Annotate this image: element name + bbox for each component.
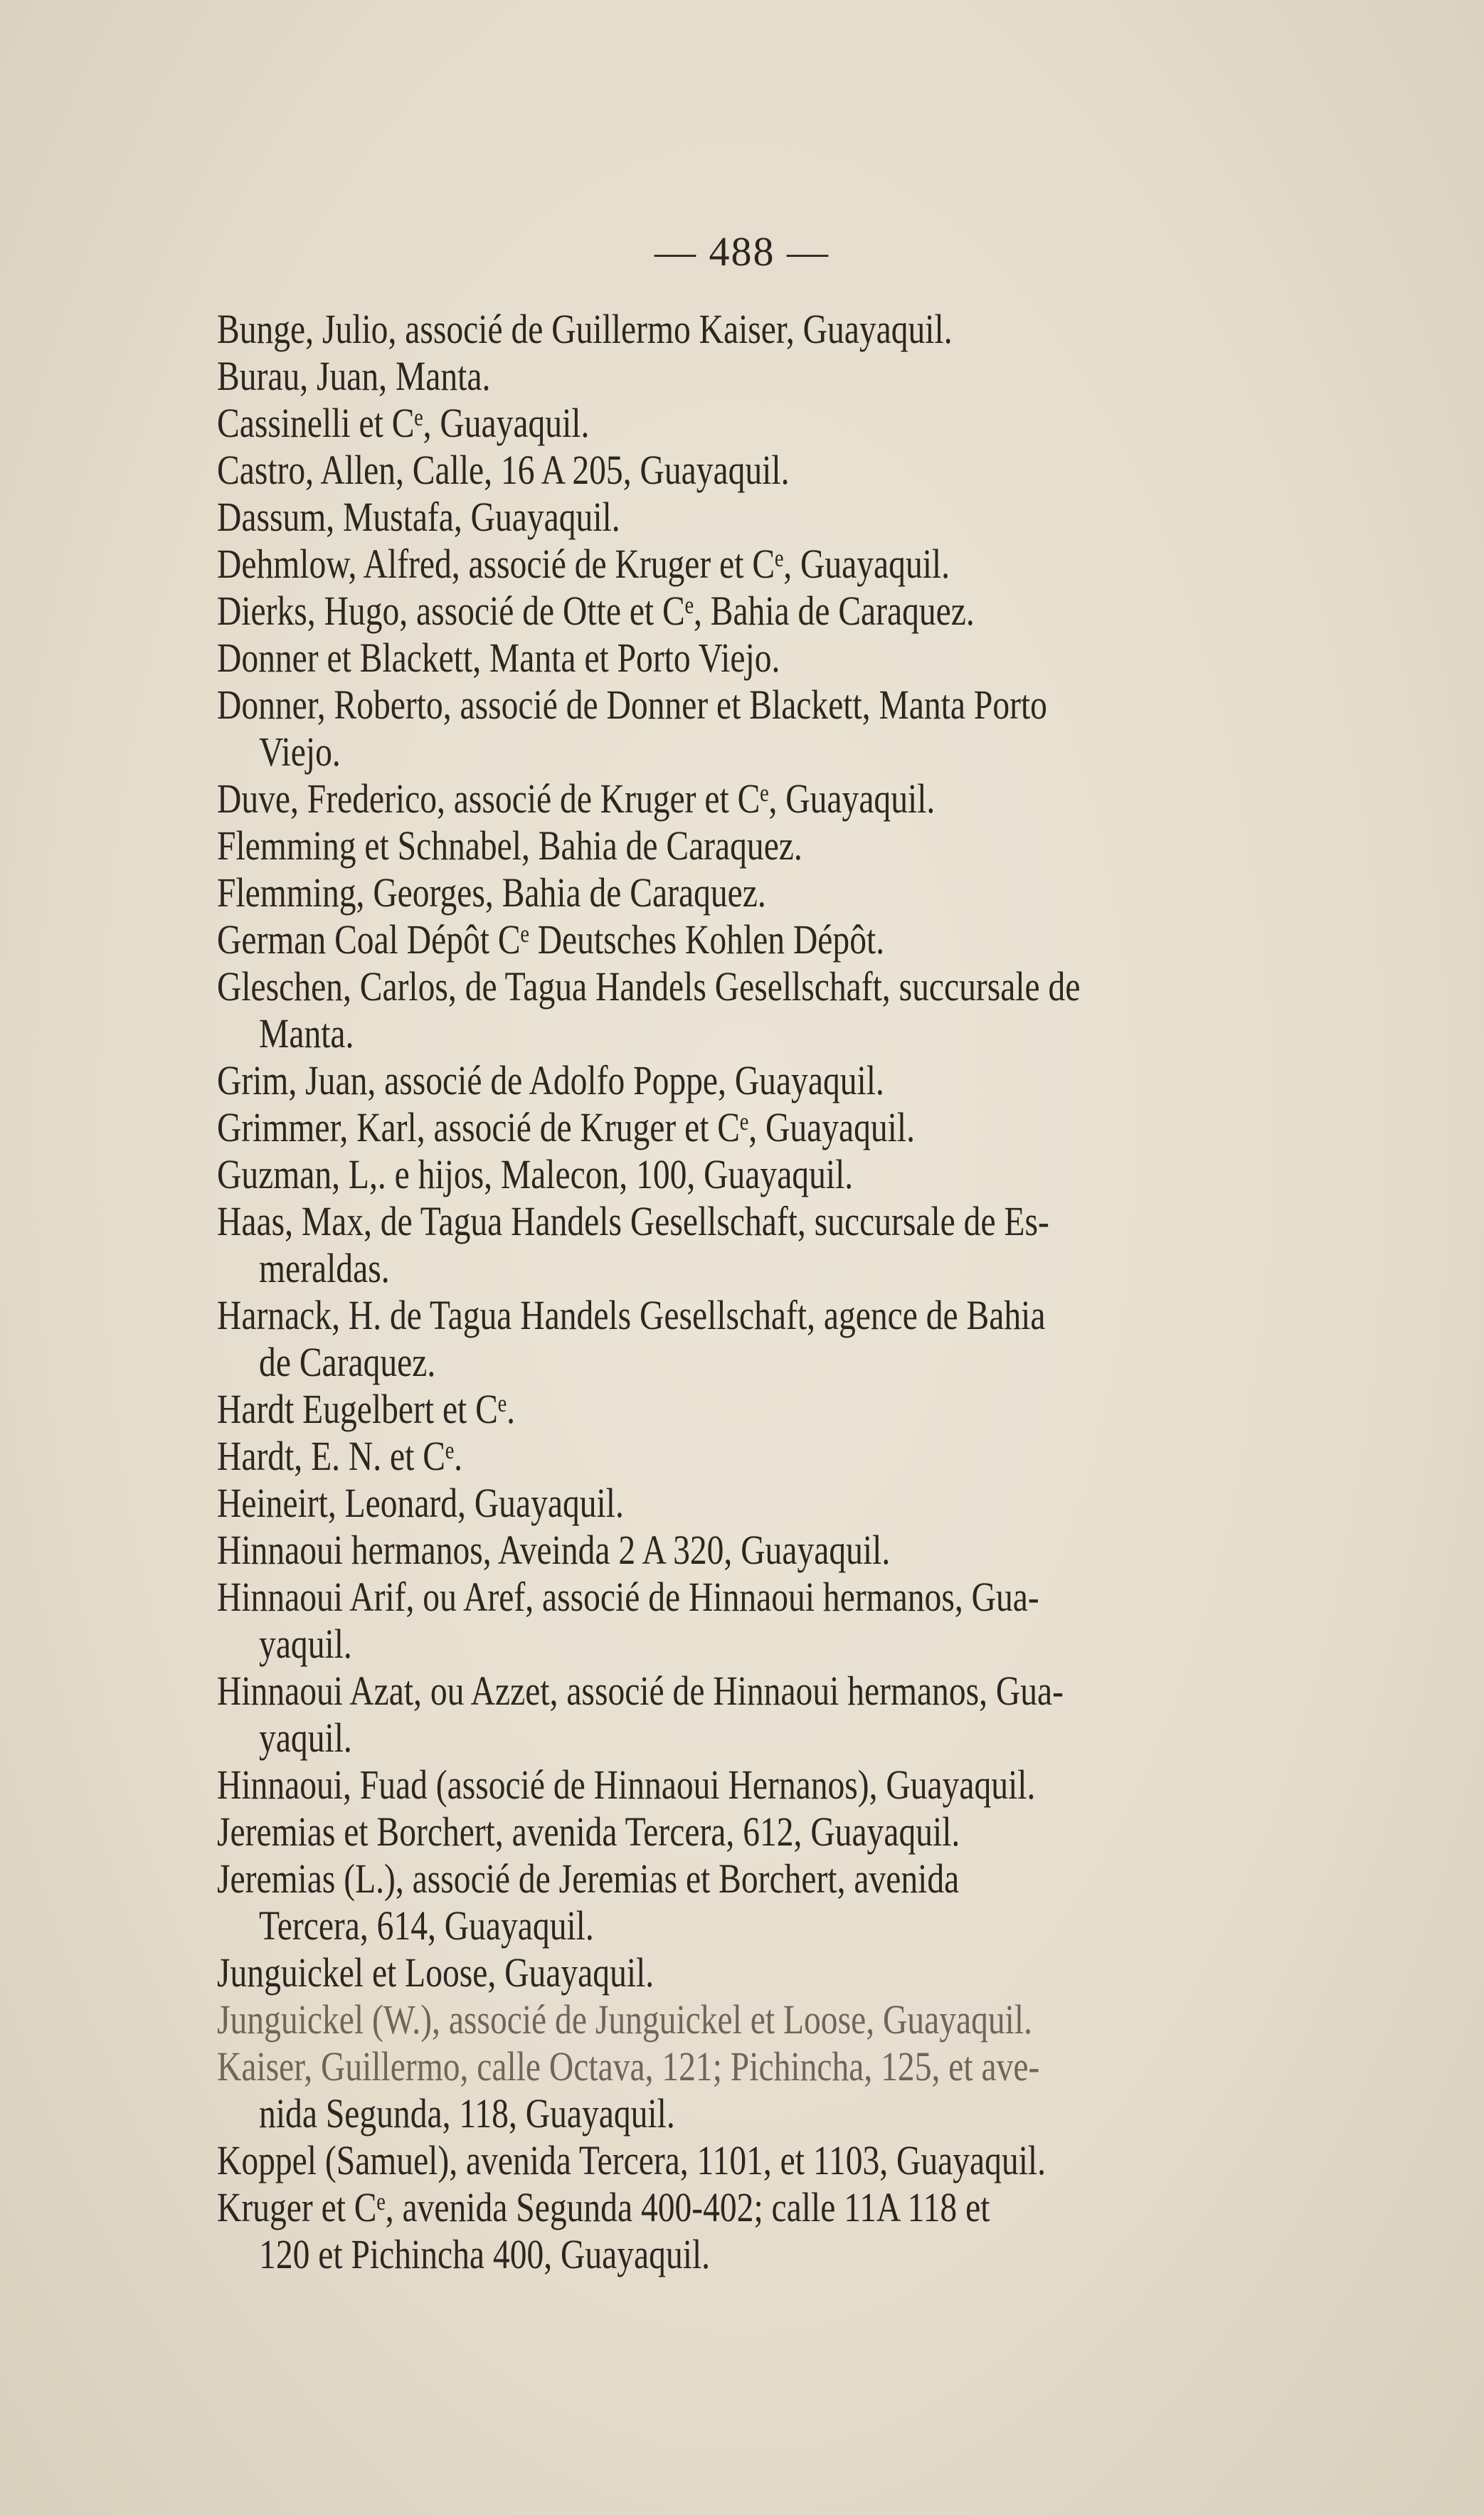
directory-entries — [217, 306, 1341, 2278]
directory-entry — [217, 1668, 1341, 1762]
directory-entry — [217, 1292, 1341, 1386]
directory-entry — [217, 1809, 1341, 1855]
directory-entry — [217, 1433, 1341, 1480]
entry-text: Koppel (Samuel), avenida Tercera, 1101, et 1103, Guayaquil. — [217, 2137, 1046, 2183]
directory-entry — [217, 400, 1341, 447]
directory-entry — [217, 1855, 1341, 1949]
entry-continuation: meraldas. — [259, 1245, 390, 1291]
directory-entry — [217, 2184, 1341, 2278]
directory-entry — [217, 916, 1341, 963]
directory-entry — [217, 822, 1341, 869]
entry-text: Harnack, H. de Tagua Handels Gesellschaft, agence de Bahia — [217, 1292, 1046, 1338]
entry-text: Donner, Roberto, associé de Donner et Blackett, Manta Porto — [217, 682, 1047, 728]
entry-text: Hardt Eugelbert et Cᵉ. — [217, 1386, 515, 1432]
entry-continuation: Manta. — [259, 1010, 354, 1057]
entry-text: Bunge, Julio, associé de Guillermo Kaiser, Guayaquil. — [217, 306, 953, 352]
directory-entry — [217, 775, 1341, 822]
entry-continuation: nida Segunda, 118, Guayaquil. — [259, 2090, 675, 2137]
directory-entry — [217, 2043, 1341, 2137]
directory-entry — [217, 1198, 1341, 1292]
entry-text: Hinnaoui hermanos, Aveinda 2 A 320, Guayaquil. — [217, 1527, 891, 1573]
page-number: — 488 — — [654, 228, 830, 275]
directory-entry — [217, 1949, 1341, 1996]
directory-entry — [217, 1104, 1341, 1151]
directory-entry — [217, 1527, 1341, 1574]
entry-text: Cassinelli et Cᵉ, Guayaquil. — [217, 400, 590, 446]
directory-entry — [217, 1480, 1341, 1527]
directory-entry — [217, 1996, 1341, 2043]
directory-entry — [217, 869, 1341, 916]
entry-continuation: yaquil. — [259, 1715, 352, 1761]
directory-entry — [217, 353, 1341, 400]
entry-text: Jeremias (L.), associé de Jeremias et Borchert, avenida — [217, 1855, 960, 1902]
directory-entry — [217, 541, 1341, 588]
entry-text: Donner et Blackett, Manta et Porto Viejo. — [217, 635, 780, 681]
entry-text: Hinnaoui, Fuad (associé de Hinnaoui Hernanos), Guayaquil. — [217, 1762, 1036, 1808]
entry-text: Junguickel (W.), associé de Junguickel et Loose, Guayaquil. — [217, 1996, 1033, 2043]
directory-entry — [217, 1151, 1341, 1198]
directory-entry — [217, 1057, 1341, 1104]
entry-text: Hinnaoui Azat, ou Azzet, associé de Hinnaoui hermanos, Gua- — [217, 1668, 1064, 1714]
directory-entry — [217, 2137, 1341, 2184]
entry-text: Flemming, Georges, Bahia de Caraquez. — [217, 869, 766, 916]
entry-text: Guzman, L,. e hijos, Malecon, 100, Guayaquil. — [217, 1151, 854, 1197]
directory-entry — [217, 588, 1341, 635]
directory-entry — [217, 306, 1341, 353]
entry-text: Grimmer, Karl, associé de Kruger et Cᵉ, Guayaquil. — [217, 1104, 916, 1150]
entry-text: Heineirt, Leonard, Guayaquil. — [217, 1480, 624, 1526]
entry-continuation: 120 et Pichincha 400, Guayaquil. — [259, 2231, 711, 2277]
entry-text: Castro, Allen, Calle, 16 A 205, Guayaquil. — [217, 447, 790, 493]
entry-text: Gleschen, Carlos, de Tagua Handels Gesellschaft, succursale de — [217, 963, 1081, 1010]
entry-text: Hardt, E. N. et Cᵉ. — [217, 1433, 463, 1479]
entry-text: Burau, Juan, Manta. — [217, 353, 491, 399]
entry-continuation: de Caraquez. — [259, 1339, 436, 1385]
directory-entry — [217, 635, 1341, 682]
entry-continuation: Tercera, 614, Guayaquil. — [259, 1902, 594, 1949]
entry-text: Flemming et Schnabel, Bahia de Caraquez. — [217, 822, 802, 869]
directory-entry — [217, 447, 1341, 494]
directory-entry — [217, 494, 1341, 541]
entry-continuation: yaquil. — [259, 1621, 352, 1667]
directory-entry — [217, 682, 1341, 775]
entry-text: Haas, Max, de Tagua Handels Gesellschaft, succursale de Es- — [217, 1198, 1049, 1244]
directory-entry — [217, 1386, 1341, 1433]
directory-entry — [217, 1762, 1341, 1809]
directory-entry — [217, 963, 1341, 1057]
entry-text: Jeremias et Borchert, avenida Tercera, 612, Guayaquil. — [217, 1809, 960, 1855]
entry-continuation: Viejo. — [259, 729, 341, 775]
entry-text: Dassum, Mustafa, Guayaquil. — [217, 494, 620, 540]
entry-text: Kruger et Cᵉ, avenida Segunda 400-402; calle 11A 118 et — [217, 2184, 990, 2230]
entry-text: Duve, Frederico, associé de Kruger et Cᵉ, Guayaquil. — [217, 775, 936, 822]
directory-entry — [217, 1574, 1341, 1668]
entry-text: Kaiser, Guillermo, calle Octava, 121; Pichincha, 125, et ave- — [217, 2043, 1040, 2090]
entry-text: Hinnaoui Arif, ou Aref, associé de Hinnaoui hermanos, Gua- — [217, 1574, 1039, 1620]
entry-text: Grim, Juan, associé de Adolfo Poppe, Guayaquil. — [217, 1057, 884, 1103]
entry-text: Dehmlow, Alfred, associé de Kruger et Cᵉ, Guayaquil. — [217, 541, 950, 587]
entry-text: German Coal Dépôt Cᵉ Deutsches Kohlen Dépôt. — [217, 916, 885, 963]
entry-text: Junguickel et Loose, Guayaquil. — [217, 1949, 654, 1996]
entry-text: Dierks, Hugo, associé de Otte et Cᵉ, Bahia de Caraquez. — [217, 588, 975, 634]
